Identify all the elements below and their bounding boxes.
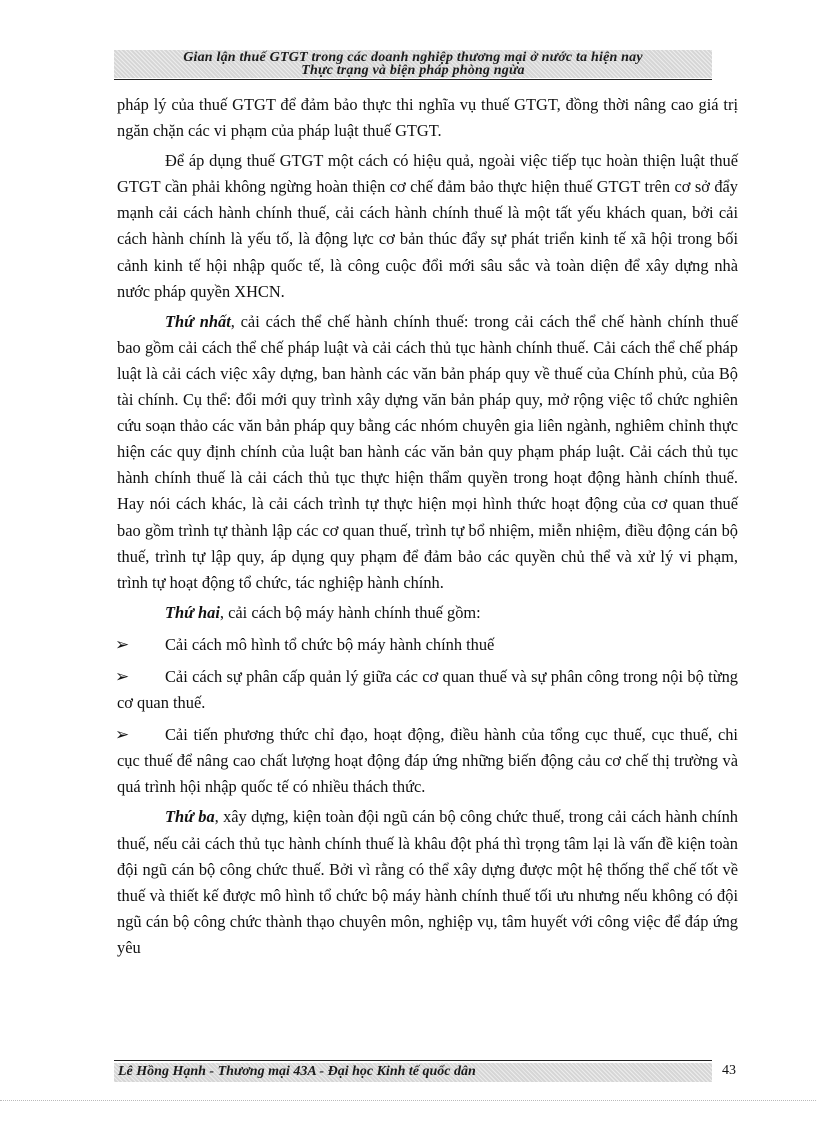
running-header-subtitle: Thực trạng và biện pháp phòng ngừa (301, 63, 525, 78)
page-body (117, 92, 738, 961)
bullet-item (117, 664, 738, 716)
bullet-item (117, 722, 738, 800)
lead-second: Thứ hai (165, 602, 220, 622)
paragraph-first-text: , cải cách thể chế hành chính thuế: trong cải cách thể chế hành chính thuế bao gồm cải cách thể chế pháp luật và cải cách thủ tục hành chính thuế. Cải cách thể chế pháp luật là cải cách việc xây dựng, ban hành các văn bản pháp quy về thuế của Chính phủ, của Bộ tài chính. Cụ thể: đổi mới quy trình xây dựng văn bản pháp quy, mở rộng việc tổ chức nghiên cứu soạn thảo các văn bản pháp quy bằng các nhóm chuyên gia liên ngành, nghiêm chỉnh thực hiện các quy định chính của luật ban hành các văn bản quy phạm pháp luật. Cải cách thủ tục hành chính thuế là cải cách thủ tục thực hiện thẩm quyền trong hoạt động hành chính thuế. Hay nói cách khác, là cải cách trình tự thực hiện mọi hình thức hoạt động của cơ quan thuế bao gồm trình tự thành lập các cơ quan thuế, trình tự bổ nhiệm, miễn nhiệm, điều động cán bộ thuế, trình tự lập quy, áp dụng quy phạm để đảm bảo các quyền chủ thể và xử lý vi phạm, trình tự hoạt động tổ chức, tác nghiệp hành chính. (117, 311, 738, 592)
running-footer-author: Lê Hồng Hạnh - Thương mại 43A - Đại học Kinh tế quốc dân (118, 1064, 476, 1079)
arrow-bullet-icon: ➢ (115, 725, 130, 745)
header-rule (114, 79, 712, 80)
page-bottom-divider (0, 1100, 816, 1101)
bullet-item (117, 632, 738, 658)
bullet-text: Cải cách mô hình tổ chức bộ máy hành chính thuế (165, 634, 495, 654)
bullet-text: Cải tiến phương thức chỉ đạo, hoạt động, điều hành của tổng cục thuế, cục thuế, chi cục thuế để nâng cao chất lượng hoạt động đáp ứng những biến động cảu cơ chế thị trường và quá trình hội nhập quốc tế có nhiều thách thức. (117, 725, 738, 797)
paragraph-first (117, 309, 738, 596)
paragraph-continuation: pháp lý của thuế GTGT để đảm bảo thực thi nghĩa vụ thuế GTGT, đồng thời nâng cao giá trị ngăn chặn các vi phạm của pháp luật thuế GTGT. (117, 95, 738, 141)
paragraph-third (117, 804, 738, 961)
arrow-bullet-icon: ➢ (115, 634, 130, 654)
paragraph-third-text: , xây dựng, kiện toàn đội ngũ cán bộ công chức thuế, trong cải cách hành chính thuế, nếu cải cách thủ tục hành chính thuế là khâu đột phá thì trọng tâm lại là vấn đề kiện toàn đội ngũ cán bộ công chức thuế. Bởi vì rằng có thể xây dựng được một hệ thống thể chế tốt về thuế và thiết kế được mô hình tổ chức bộ máy hành chính thuế tối ưu nhưng nếu không có đội ngũ cán bộ công chức thành thạo chuyên môn, nghiệp vụ, tâm huyết với công việc để đáp ứng yêu (117, 807, 739, 957)
paragraph-second (117, 600, 738, 626)
lead-third: Thứ ba (165, 807, 215, 827)
page-number: 43 (722, 1063, 736, 1078)
lead-first: Thứ nhất (165, 311, 231, 331)
footer-rule (114, 1060, 712, 1061)
arrow-bullet-icon: ➢ (115, 666, 130, 686)
paragraph-second-text: , cải cách bộ máy hành chính thuế gồm: (219, 602, 481, 622)
running-header-title: Gian lận thuế GTGT trong các doanh nghiệp thương mại ở nước ta hiện nay (183, 50, 643, 65)
bullet-text: Cải cách sự phân cấp quản lý giữa các cơ quan thuế và sự phân công trong nội bộ từng cơ quan thuế. (117, 666, 738, 713)
paragraph-intro: Để áp dụng thuế GTGT một cách có hiệu quả, ngoài việc tiếp tục hoàn thiện luật thuế GTGT cần phải không ngừng hoàn thiện cơ chế đảm bảo thực hiện thuế GTGT trên cơ sở đẩy mạnh cải cách hành chính thuế, cải cách hành chính thuế là một tất yếu khách quan, bởi cải cách hành chính là yếu tố, là động lực cơ bản thúc đẩy sự phát triển kinh tế xã hội trong bối cảnh kinh tế hội nhập quốc tế, là công cuộc đổi mới sâu sắc và toàn diện để xây dựng nhà nước pháp quyền XHCN. (117, 151, 738, 301)
